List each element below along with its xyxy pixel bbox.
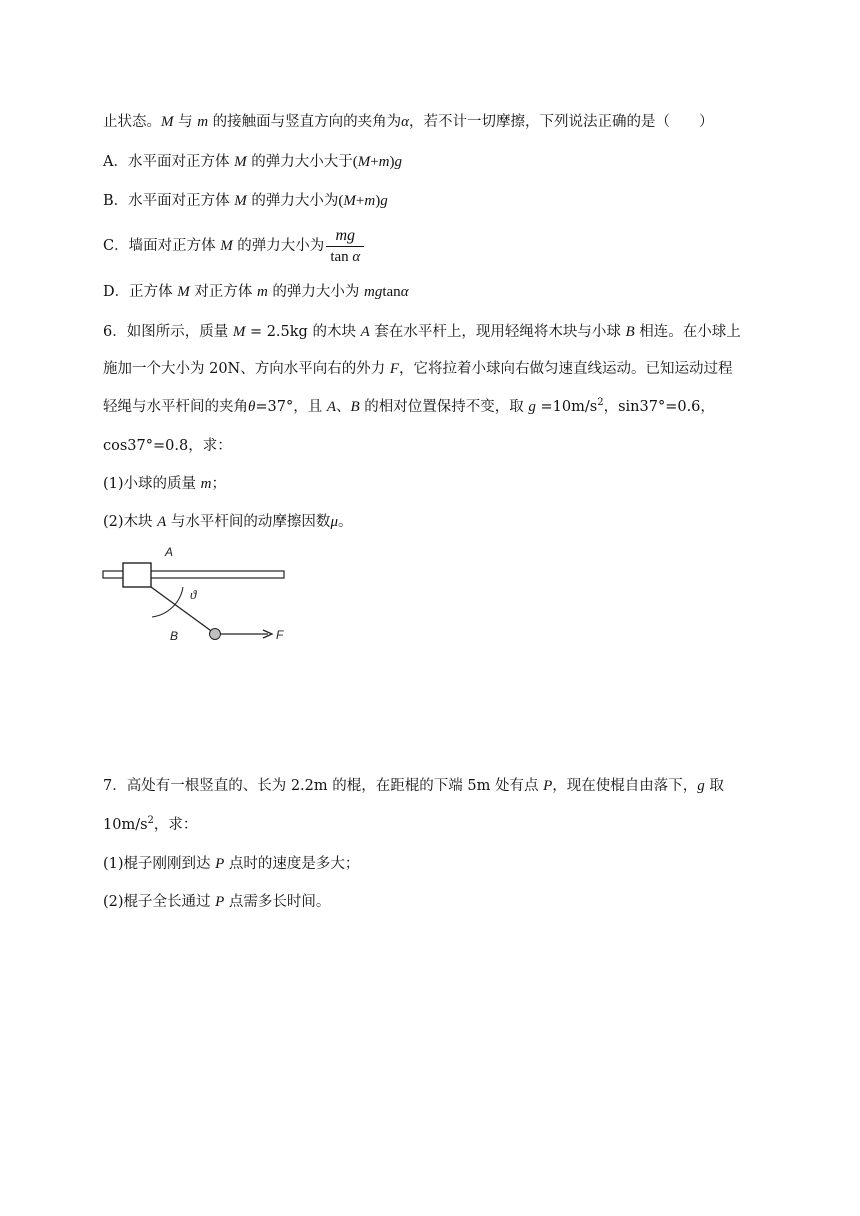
q5-option-d — [103, 282, 409, 302]
var-m: m — [200, 476, 212, 492]
var-mu: μ — [330, 514, 338, 530]
text: 施加一个大小为 20N、方向水平向右的外力 — [103, 361, 390, 377]
text: 与水平杆间的动摩擦因数 — [166, 514, 331, 530]
paren: ( — [352, 154, 358, 170]
var-M: M — [234, 193, 247, 209]
label-f: F — [276, 628, 284, 642]
text: 相连。在小球上 — [634, 324, 741, 340]
q6-line-3 — [103, 397, 715, 417]
text: 的弹力大小为 — [246, 193, 339, 209]
var-g: g — [528, 399, 536, 415]
text: cos37°=0.8，求： — [103, 438, 232, 454]
text: C．墙面对正方体 — [103, 238, 221, 254]
plus: + — [370, 154, 379, 170]
text: 套在水平杆上，现用轻绳将木块与小球 — [369, 324, 626, 340]
text: ，sin37°=0.6， — [603, 399, 715, 415]
q6-sub-1 — [103, 474, 226, 494]
text: D．正方体 — [103, 284, 178, 300]
text: 7．高处有一根竖直的、长为 2.2m 的棍，在距棍的下端 5m 处有点 — [103, 778, 544, 794]
text: 点时的速度是多大； — [224, 856, 360, 872]
text: ； — [211, 476, 226, 492]
ball-b — [210, 629, 221, 640]
var-alpha: α — [401, 114, 410, 130]
q7-sub-1 — [103, 854, 359, 874]
text: (2)木块 — [103, 514, 158, 530]
var-M: M — [161, 114, 174, 130]
text: 轻绳与水平杆间的夹角 — [103, 399, 248, 415]
plus: + — [355, 193, 365, 209]
var-g: g — [394, 154, 403, 170]
q5-option-c — [103, 226, 364, 266]
text: ，它将拉着小球向右做匀速直线运动。已知运动过程 — [399, 361, 733, 377]
var-m: m — [364, 193, 376, 209]
var-mg: mg — [364, 284, 383, 300]
var-B: B — [625, 324, 635, 340]
superscript: 2 — [597, 397, 604, 409]
paren: ) — [375, 193, 381, 209]
text: (1)棍子刚刚到达 — [103, 856, 216, 872]
q5-option-b — [103, 191, 388, 211]
text: 6．如图所示，质量 — [103, 324, 233, 340]
var-M: M — [343, 193, 356, 209]
text: 、 — [336, 399, 351, 415]
text: 的弹力大小大于 — [246, 154, 353, 170]
label-b: B — [170, 629, 179, 643]
text: 与 — [178, 114, 193, 130]
text: 取 — [704, 778, 724, 794]
text: ，若不计一切摩擦，下列说法正确的是（ ） — [409, 114, 714, 130]
q7-line-2 — [103, 815, 197, 835]
text: ，求： — [153, 817, 198, 833]
var-M: M — [220, 238, 233, 254]
text: (1)小球的质量 — [103, 476, 201, 492]
var-P: P — [543, 778, 553, 794]
text: 的相对位置保持不变，取 — [359, 399, 529, 415]
fn-tan: tan — [382, 284, 401, 300]
q6-line-1 — [103, 322, 741, 342]
var-theta: θ — [248, 399, 256, 415]
q5-option-a — [103, 152, 402, 172]
block-a — [123, 563, 151, 587]
var-m: m — [256, 284, 268, 300]
var-m: m — [378, 154, 390, 170]
q6-sub-2 — [103, 512, 352, 532]
text: =37°，且 — [255, 399, 327, 415]
text: 的弹力大小为 — [232, 238, 325, 254]
q6-line-2 — [103, 359, 733, 379]
var-m: m — [197, 114, 209, 130]
text: 。 — [337, 514, 353, 530]
var-M: M — [234, 154, 247, 170]
label-a: A — [165, 545, 174, 559]
text: 的接触面与竖直方向的夹角为 — [212, 114, 402, 130]
text: 点需多长时间。 — [224, 894, 331, 910]
text: ，现在使棍自由落下， — [552, 778, 698, 794]
paren: ) — [389, 154, 395, 170]
fraction-denominator — [326, 247, 364, 266]
fraction — [326, 227, 364, 266]
text: A．水平面对正方体 — [103, 154, 235, 170]
rope — [151, 587, 214, 633]
q5-stem-continuation — [103, 112, 714, 132]
var-P: P — [215, 856, 225, 872]
var-alpha: α — [400, 284, 409, 300]
paren: ( — [338, 193, 344, 209]
text: (2)棍子全长通过 — [103, 894, 216, 910]
var-B: B — [350, 399, 360, 415]
text: B．水平面对正方体 — [103, 193, 235, 209]
var-M: M — [232, 324, 246, 340]
text: 对正方体 — [189, 284, 257, 300]
var-alpha: α — [352, 248, 361, 265]
var-P: P — [215, 894, 225, 910]
var-F: F — [389, 361, 400, 377]
var-M: M — [357, 154, 371, 170]
q7-sub-2 — [103, 892, 330, 912]
q7-line-1 — [103, 776, 724, 796]
label-theta: ϑ — [190, 587, 197, 602]
q6-line-4 — [103, 436, 232, 456]
var-g: g — [697, 778, 705, 794]
var-A: A — [360, 324, 370, 340]
text: 10m/s — [103, 817, 148, 833]
var-A: A — [157, 514, 167, 530]
var-M: M — [177, 284, 190, 300]
text: = 2.5kg 的木块 — [245, 324, 361, 340]
superscript: 2 — [147, 815, 154, 827]
var-g: g — [380, 193, 388, 209]
rod-block-ball-figure — [100, 545, 300, 650]
text: 的弹力大小为 — [267, 284, 365, 300]
fraction-numerator: mg — [326, 227, 364, 247]
fn-tan: tan — [330, 248, 349, 265]
text: =10m/s — [535, 399, 598, 415]
text: 止状态。 — [103, 114, 161, 130]
var-A: A — [326, 399, 337, 415]
